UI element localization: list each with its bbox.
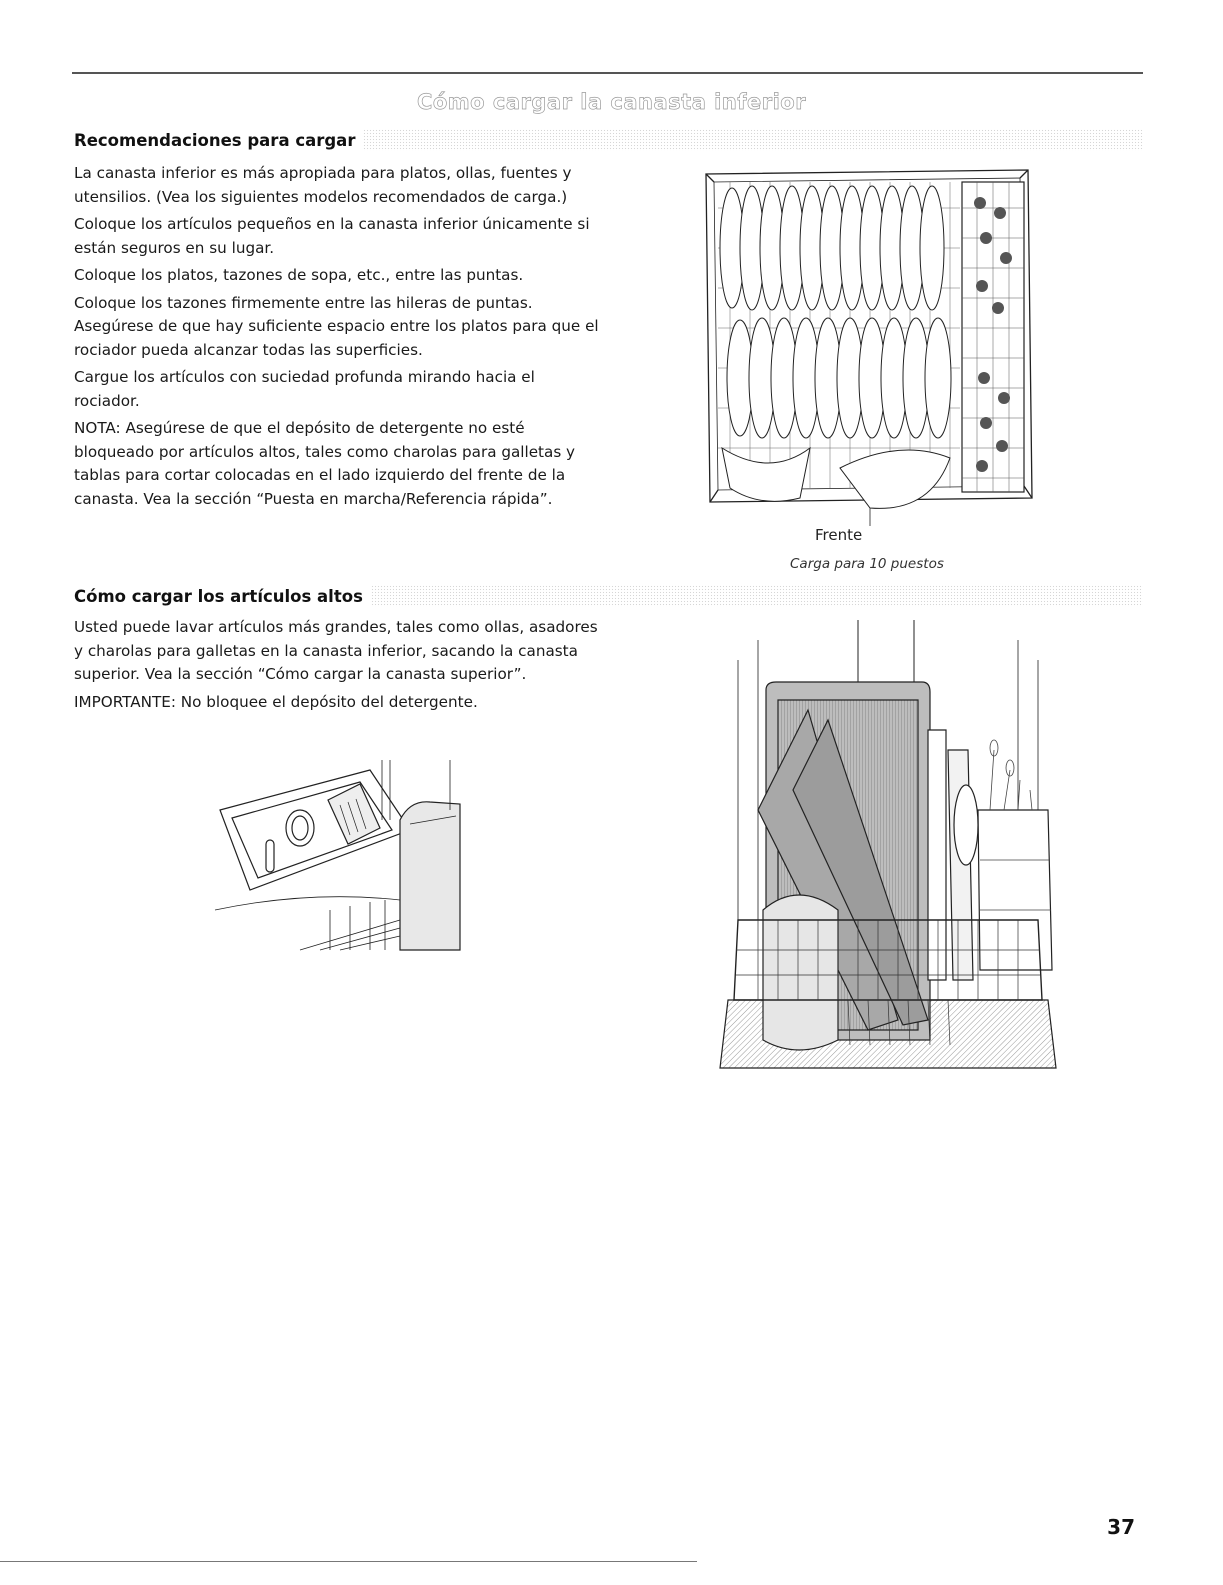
heading-shade: [363, 129, 1143, 151]
section1-body: [74, 162, 604, 515]
figure-caption: Carga para 10 puestos: [790, 556, 944, 572]
paragraph: Coloque los artículos pequeños en la canasta inferior únicamente si están seguros en su lugar.: [74, 215, 590, 257]
top-rule: [72, 72, 1143, 74]
figure-front-label: Frente: [815, 526, 863, 544]
section-heading-label: Cómo cargar los artículos altos: [74, 586, 363, 606]
lower-rack-10-place-settings-illustration: [700, 168, 1045, 528]
note-paragraph: [74, 417, 604, 511]
note-label: NOTA:: [74, 419, 121, 437]
section-heading-label: Recomendaciones para cargar: [74, 130, 356, 150]
paragraph: Cargue los artículos con suciedad profunda mirando hacia el rociador.: [74, 368, 535, 410]
note-text: Asegúrese de que el depósito de detergente no esté bloqueado por artículos altos, tales como charolas para galletas y tablas para cortar colocadas en el lado izquierdo del frente de la canasta. Vea la sección “Puesta en marcha/Referencia rápida”.: [74, 419, 576, 508]
section-heading-recommendations: [74, 128, 1143, 152]
paragraph: Usted puede lavar artículos más grandes, tales como ollas, asadores y charolas para galletas en la canasta inferior, sacando la canasta superior. Vea la sección “Cómo cargar la canasta superior”.: [74, 618, 598, 683]
important-text: No bloquee el depósito del detergente.: [175, 692, 478, 711]
page-title: Cómo cargar la canasta inferior: [416, 90, 807, 114]
page-number: 37: [1107, 1515, 1135, 1539]
paragraph: Coloque los platos, tazones de sopa, etc., entre las puntas.: [74, 266, 524, 284]
paragraph: La canasta inferior es más apropiada para platos, ollas, fuentes y utensilios. (Vea los siguientes modelos recomendados de carga.): [74, 164, 572, 206]
tall-items-loaded-illustration: [718, 620, 1058, 1070]
paragraph: Coloque los tazones firmemente entre las hileras de puntas. Asegúrese de que hay suficiente espacio entre los platos para que el rociador pueda alcanzar todas las superficies.: [74, 293, 599, 359]
bottom-rule: [0, 1561, 697, 1562]
important-label: IMPORTANTE:: [74, 692, 176, 711]
important-paragraph: [74, 691, 604, 715]
detergent-dispenser-illustration: [210, 760, 470, 960]
section2-body: [74, 616, 604, 718]
heading-shade: [371, 585, 1143, 607]
section-heading-tall-items: [74, 584, 1143, 608]
